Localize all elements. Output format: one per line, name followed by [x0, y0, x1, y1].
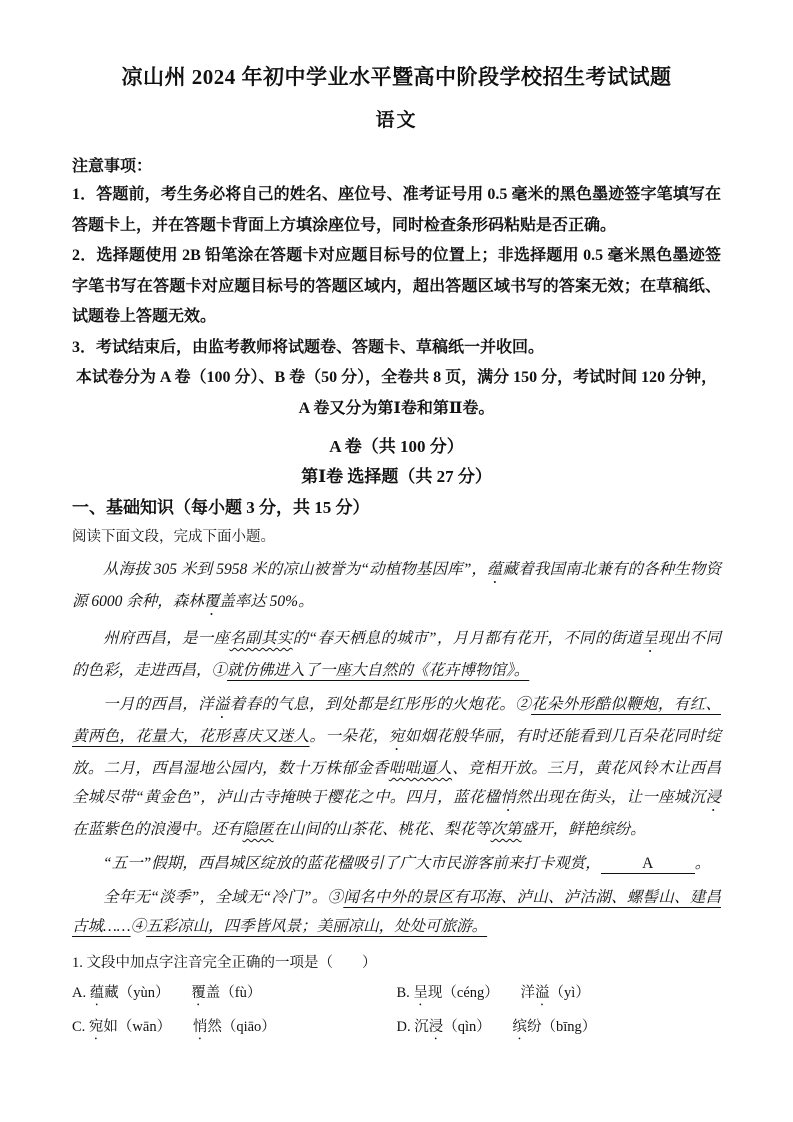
- emphasized-char: 蕴: [89, 985, 105, 1001]
- text-segment: B.: [396, 985, 414, 1001]
- underlined-text: 闻名中外的景区有邛海、泸山、泸沽湖、螺髻山、建昌古城……: [72, 889, 721, 935]
- notice-heading: 注意事项：: [72, 158, 153, 175]
- text-segment: 现出不同的色彩，走进西昌，①: [72, 630, 721, 679]
- emphasized-char: 浸: [705, 789, 721, 806]
- wavy-underlined-text: 名副其实: [229, 630, 293, 647]
- text-segment: （qìn）: [443, 1019, 513, 1035]
- question-1-stem: 1. 文段中加点字注音完全正确的一项是（ ）: [72, 955, 377, 971]
- emphasized-char: 缤: [512, 1019, 528, 1035]
- text-segment: 州府西昌，是一座: [103, 630, 230, 647]
- text-segment: C.: [72, 1019, 89, 1035]
- text-segment: “五一”假期，西昌城区绽放的蓝花楹吸引了广大市民游客前来打卡观赏，: [103, 855, 601, 872]
- emphasized-char: 呈: [413, 985, 428, 1001]
- text-segment: ④: [130, 918, 147, 935]
- emphasized-char: 宛: [388, 728, 405, 745]
- wavy-underlined-text: 隐匿: [242, 821, 274, 838]
- emphasized-char: 宛: [88, 1019, 104, 1035]
- notice-item-1: 1．答题前，考生务必将自己的姓名、座位号、准考证号用 0.5 毫米的黑色墨迹签字笔填写在答题卡上，并在答题卡背面上方填涂座位号，同时检查条形码粘贴是否正确。: [72, 186, 721, 234]
- text-segment: 然出现在街头，让一座城沉: [516, 789, 706, 806]
- reading-passage: [72, 555, 721, 941]
- document-title: 凉山州 2024 年初中学业水平暨高中阶段学校招生考试试题: [121, 65, 672, 89]
- text-segment: 纷（bīng）: [527, 1019, 597, 1035]
- option-b: [397, 979, 722, 1009]
- question-1-options: [72, 979, 721, 1043]
- text-segment: 然（qiāo）: [207, 1019, 276, 1035]
- subject-title: 语文: [375, 110, 418, 131]
- text-segment: 盛开，鲜艳缤纷。: [521, 821, 646, 838]
- emphasized-char: 覆: [191, 985, 206, 1001]
- text-segment: D. 沉: [396, 1019, 429, 1035]
- option-c: [72, 1013, 397, 1043]
- text-segment: 着春的气息，到处都是红彤彤的火炮花。②: [229, 696, 532, 713]
- text-segment: 从海拔 305 米到 5958 米的凉山被誉为“动植物基因库”，: [103, 561, 488, 578]
- passage-intro: 阅读下面文段，完成下面小题。: [72, 529, 275, 545]
- notice-item-3: 3．考试结束后，由监考教师将试题卷、答题卡、草稿纸一并收回。: [72, 338, 545, 356]
- emphasized-char: 悄: [192, 1019, 208, 1035]
- emphasized-char: 浸: [428, 1019, 444, 1035]
- passage-paragraph-2: [72, 624, 721, 685]
- answer-blank: A: [601, 855, 695, 874]
- text-segment: 如烟花般华丽，有时还能看到几百朵花同时绽放。二月，西昌湿地公园内，数十万株郁金香: [72, 728, 721, 777]
- option-d: [397, 1013, 722, 1043]
- notice-item-2: 2．选择题使用 2B 铅笔涂在答题卡对应题目标号的位置上；非选择题用 0.5 毫米黑色墨迹签字笔书写在答题卡对应题目标号的答题区域内，超出答题区域书写的答案无效；在草稿纸、试题卷上答题无效。: [72, 247, 721, 325]
- emphasized-char: 溢: [535, 985, 550, 1001]
- emphasized-char: 悄: [500, 789, 517, 806]
- option-a: [72, 979, 397, 1009]
- volume-a-heading: A 卷（共 100 分）: [329, 437, 464, 456]
- underlined-text: 五彩凉山，四季皆风景；美丽凉山，处处可旅游。: [146, 918, 488, 935]
- underlined-text: 花朵外形酷似鞭炮，有红、黄两色，花量大，花形喜庆又迷人: [72, 696, 721, 745]
- wavy-underlined-text: 咄咄逼人: [388, 760, 453, 777]
- emphasized-char: 覆: [203, 593, 220, 610]
- text-segment: （yì）: [549, 985, 590, 1001]
- section-basics-heading: 一、基础知识（每小题 3 分，共 15 分）: [72, 498, 370, 517]
- text-segment: 一月的西昌，洋: [103, 696, 214, 713]
- emphasized-char: 溢: [213, 696, 230, 713]
- underlined-text: 就仿佛进入了一座大自然的《花卉博物馆》。: [227, 662, 530, 679]
- passage-paragraph-4: [72, 849, 721, 878]
- text-segment: 全年无“淡季”，全域无“冷门”。③: [103, 889, 344, 906]
- text-segment: 盖率达 50%。: [219, 593, 314, 610]
- passage-paragraph-1: [72, 555, 721, 619]
- text-segment: 的“春天栖息的城市”，月月都有花开，不同的街道: [292, 630, 643, 647]
- passage-paragraph-3: [72, 690, 721, 844]
- text-segment: 藏（yùn）: [104, 985, 192, 1001]
- text-segment: 藏着我国南北兼有的各种生物资源 6000 余种，森林: [72, 561, 721, 610]
- emphasized-char: 呈: [642, 630, 659, 647]
- emphasized-char: 蕴: [487, 561, 503, 578]
- exam-summary: 本试卷分为 A 卷（100 分）、B 卷（50 分），全卷共 8 页，满分 150 分，考试时间 120 分钟，A 卷又分为第Ⅰ卷和第Ⅱ卷。: [75, 369, 718, 417]
- text-segment: 现（céng） 洋: [427, 985, 536, 1001]
- text-segment: A.: [72, 985, 90, 1001]
- text-segment: 如（wān）: [103, 1019, 193, 1035]
- text-segment: 、竞相开放。三月，黄花风铃木让西昌全城尽带“黄金色”，泸山古寺掩映于樱花之中。四月，蓝花楹: [72, 760, 721, 806]
- text-segment: 。: [694, 855, 711, 872]
- text-segment: 。一朵花，: [309, 728, 389, 745]
- passage-paragraph-5: [72, 883, 721, 941]
- text-segment: 在蓝紫色的浪漫中。还有: [72, 821, 243, 838]
- text-segment: 在山间的山茶花、桃花、梨花等: [273, 821, 491, 838]
- text-segment: 盖（fù）: [205, 985, 262, 1001]
- part1-heading: 第Ⅰ卷 选择题（共 27 分）: [301, 467, 492, 486]
- wavy-underlined-text: 次第: [490, 821, 522, 838]
